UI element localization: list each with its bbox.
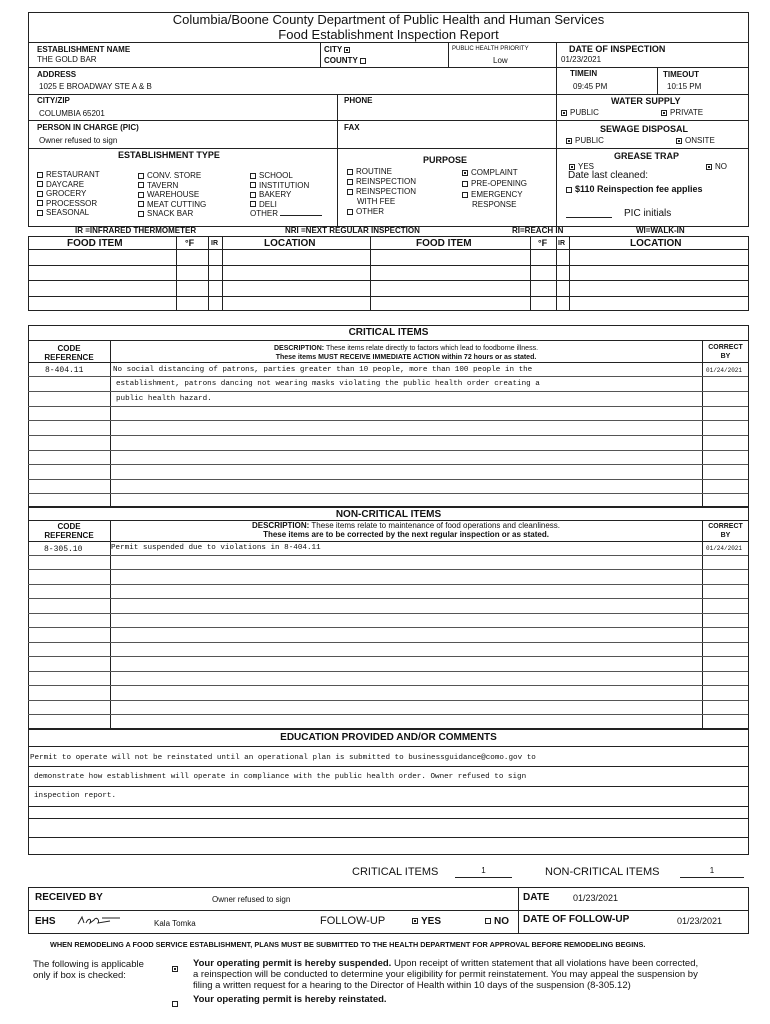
education-line-2: demonstrate how establishment will operate in compliance with the public health order. Owner refused to sign <box>34 773 527 781</box>
grease-trap-label: GREASE TRAP <box>614 151 680 161</box>
water-public: PUBLIC <box>561 108 599 117</box>
ir-header-2: IR <box>558 240 565 247</box>
date-last-cleaned: Date last cleaned: <box>568 170 649 181</box>
phone-label: PHONE <box>344 96 373 105</box>
sewage-public-checkbox[interactable] <box>566 138 572 144</box>
type-col-1: RESTAURANT DAYCARE GROCERY PROCESSOR SEASONAL <box>37 170 100 218</box>
critical-code-header: CODE REFERENCE <box>44 344 94 362</box>
critical-code: 8-404.11 <box>45 366 84 375</box>
critical-description: DESCRIPTION: These items relate directly to factors which lead to foodborne illness. These items MUST RECEIVE IMMEDIATE ACTION within 72 hours or as stated. <box>273 345 539 361</box>
followup-no: NO <box>485 916 509 927</box>
county-label: COUNTY <box>324 56 369 65</box>
followup-yes-checkbox[interactable] <box>412 918 418 924</box>
address: 1025 E BROADWAY STE A & B <box>39 82 152 91</box>
ehs-label: EHS <box>35 916 56 927</box>
priority-value: Low <box>493 56 508 65</box>
date-of-inspection-label: DATE OF INSPECTION <box>569 44 666 54</box>
noncritical-total-label: NON-CRITICAL ITEMS <box>545 866 660 878</box>
noncritical-total: 1 <box>680 866 744 878</box>
critical-correct-header: CORRECT BY <box>708 344 743 360</box>
county-checkbox[interactable] <box>360 58 366 64</box>
signoff-date: 01/23/2021 <box>573 893 619 903</box>
noncritical-code: 8-305.10 <box>44 545 83 554</box>
complaint-checkbox[interactable] <box>462 170 468 176</box>
date-of-inspection: 01/23/2021 <box>561 55 602 64</box>
purpose-col-2: COMPLAINT PRE-OPENING EMERGENCY RESPONSE <box>462 167 527 209</box>
address-label: ADDRESS <box>37 70 77 79</box>
critical-total: 1 <box>455 866 512 878</box>
critical-correct-by: 01/24/2021 <box>706 367 743 374</box>
timein-label: TIMEIN <box>570 69 598 78</box>
received-by: Owner refused to sign <box>212 895 291 904</box>
reinstated-text: Your operating permit is hereby reinstated. <box>193 994 387 1005</box>
noncritical-line: Permit suspended due to violations in 8-404.11 <box>111 544 321 552</box>
deg-header-2: °F <box>538 238 548 248</box>
followup-date-label: DATE OF FOLLOW-UP <box>523 914 630 925</box>
critical-line-2: establishment, patrons dancing not wearing masks violating the public health order creating a <box>116 380 540 388</box>
pic-label: PERSON IN CHARGE (PIC) <box>37 123 139 132</box>
sewage-onsite: ONSITE <box>676 136 715 145</box>
suspended-text: Your operating permit is hereby suspended. Upon receipt of written statement that all violations have been corrected, a reinspection will be conducted to determine your eligibility for permit reinstatement. You may appeal the suspension by filing a written request for a hearing to the Director of Health within 10 days of the suspension (8-305.12) <box>193 958 699 991</box>
type-col-3: SCHOOL INSTITUTION BAKERY DELI OTHER <box>250 171 322 219</box>
fax-label: FAX <box>344 123 360 132</box>
type-col-2: CONV. STORE TAVERN WAREHOUSE MEAT CUTTING SNACK BAR <box>138 171 206 219</box>
reinspection-fee: $110 Reinspection fee applies <box>566 184 703 194</box>
noncritical-title: NON-CRITICAL ITEMS <box>335 509 442 520</box>
cityzip-label: CITY/ZIP <box>37 96 70 105</box>
city-checkbox[interactable] <box>344 47 350 53</box>
water-private-checkbox[interactable] <box>661 110 667 116</box>
followup-date: 01/23/2021 <box>677 916 723 926</box>
grease-no: NO <box>706 162 727 171</box>
received-by-label: RECEIVED BY <box>35 892 103 903</box>
education-line-1: Permit to operate will not be reinstated until an operational plan is submitted to businessguidance@como.gov to <box>30 754 536 762</box>
critical-line-1: No social distancing of patrons, parties greater than 10 people, more than 100 people in the <box>113 366 533 374</box>
water-private: PRIVATE <box>661 108 703 117</box>
legend-wi: WI=WALK-IN <box>636 226 685 235</box>
establishment-type-label: ESTABLISHMENT TYPE <box>118 150 220 160</box>
critical-total-label: CRITICAL ITEMS <box>352 866 439 878</box>
sewage-onsite-checkbox[interactable] <box>676 138 682 144</box>
grease-yes: YES <box>569 162 594 171</box>
sewage-public: PUBLIC <box>566 136 604 145</box>
education-title: EDUCATION PROVIDED AND/OR COMMENTS <box>280 732 497 743</box>
purpose-col-1: ROUTINE REINSPECTION REINSPECTION WITH FEE OTHER <box>347 167 416 217</box>
followup-label: FOLLOW-UP <box>320 915 386 927</box>
report-title: Food Establishment Inspection Report <box>278 27 499 42</box>
establishment-name: THE GOLD BAR <box>37 55 97 64</box>
food-item-header-1: FOOD ITEM <box>67 238 123 249</box>
applicable-note: The following is applicable only if box is checked: <box>33 959 144 981</box>
establishment-name-label: ESTABLISHMENT NAME <box>37 45 131 54</box>
followup-no-checkbox[interactable] <box>485 918 491 924</box>
education-line-3: inspection report. <box>34 792 117 800</box>
pic: Owner refused to sign <box>39 136 118 145</box>
priority-label: PUBLIC HEALTH PRIORITY <box>452 46 529 52</box>
food-item-header-2: FOOD ITEM <box>416 238 472 249</box>
location-header-2: LOCATION <box>630 238 682 249</box>
timeout: 10:15 PM <box>667 82 702 91</box>
purpose-label: PURPOSE <box>423 155 468 165</box>
suspended-checkbox[interactable] <box>172 960 181 978</box>
critical-title: CRITICAL ITEMS <box>348 327 429 338</box>
noncritical-correct-header: CORRECT BY <box>708 523 743 539</box>
noncritical-description: DESCRIPTION: These items relate to maintenance of food operations and cleanliness. These items are to be corrected by the next regular inspection or as stated. <box>251 521 560 539</box>
city-label: CITY <box>324 45 353 54</box>
location-header-1: LOCATION <box>264 238 316 249</box>
reinstated-checkbox[interactable] <box>172 995 181 1013</box>
legend-ir: IR =INFRARED THERMOMETER <box>75 226 197 235</box>
ehs-name: Kala Tomka <box>154 919 196 928</box>
timeout-label: TIMEOUT <box>663 70 699 79</box>
remodel-note: WHEN REMODELING A FOOD SERVICE ESTABLISHMENT, PLANS MUST BE SUBMITTED TO THE HEALTH DEPARTMENT FOR APPROVAL BEFORE REMODELING BEGINS. <box>50 940 646 949</box>
critical-line-3: public health hazard. <box>116 395 212 403</box>
legend-nri: NRI =NEXT REGULAR INSPECTION <box>285 226 420 235</box>
ehs-signature <box>76 914 124 928</box>
deg-header-1: °F <box>185 238 195 248</box>
water-public-checkbox[interactable] <box>561 110 567 116</box>
ir-header-1: IR <box>211 240 218 247</box>
timein: 09:45 PM <box>573 82 608 91</box>
legend-ri: RI=REACH IN <box>512 226 564 235</box>
followup-yes: YES <box>412 916 441 927</box>
date-label: DATE <box>523 892 550 903</box>
noncritical-correct-by: 01/24/2021 <box>706 545 743 552</box>
water-supply-label: WATER SUPPLY <box>611 96 681 106</box>
agency-title: Columbia/Boone County Department of Public Health and Human Services <box>172 12 605 27</box>
noncritical-code-header: CODE REFERENCE <box>44 522 94 540</box>
cityzip: COLUMBIA 65201 <box>39 109 105 118</box>
pic-initials: PIC initials <box>624 208 672 219</box>
sewage-label: SEWAGE DISPOSAL <box>600 124 689 134</box>
